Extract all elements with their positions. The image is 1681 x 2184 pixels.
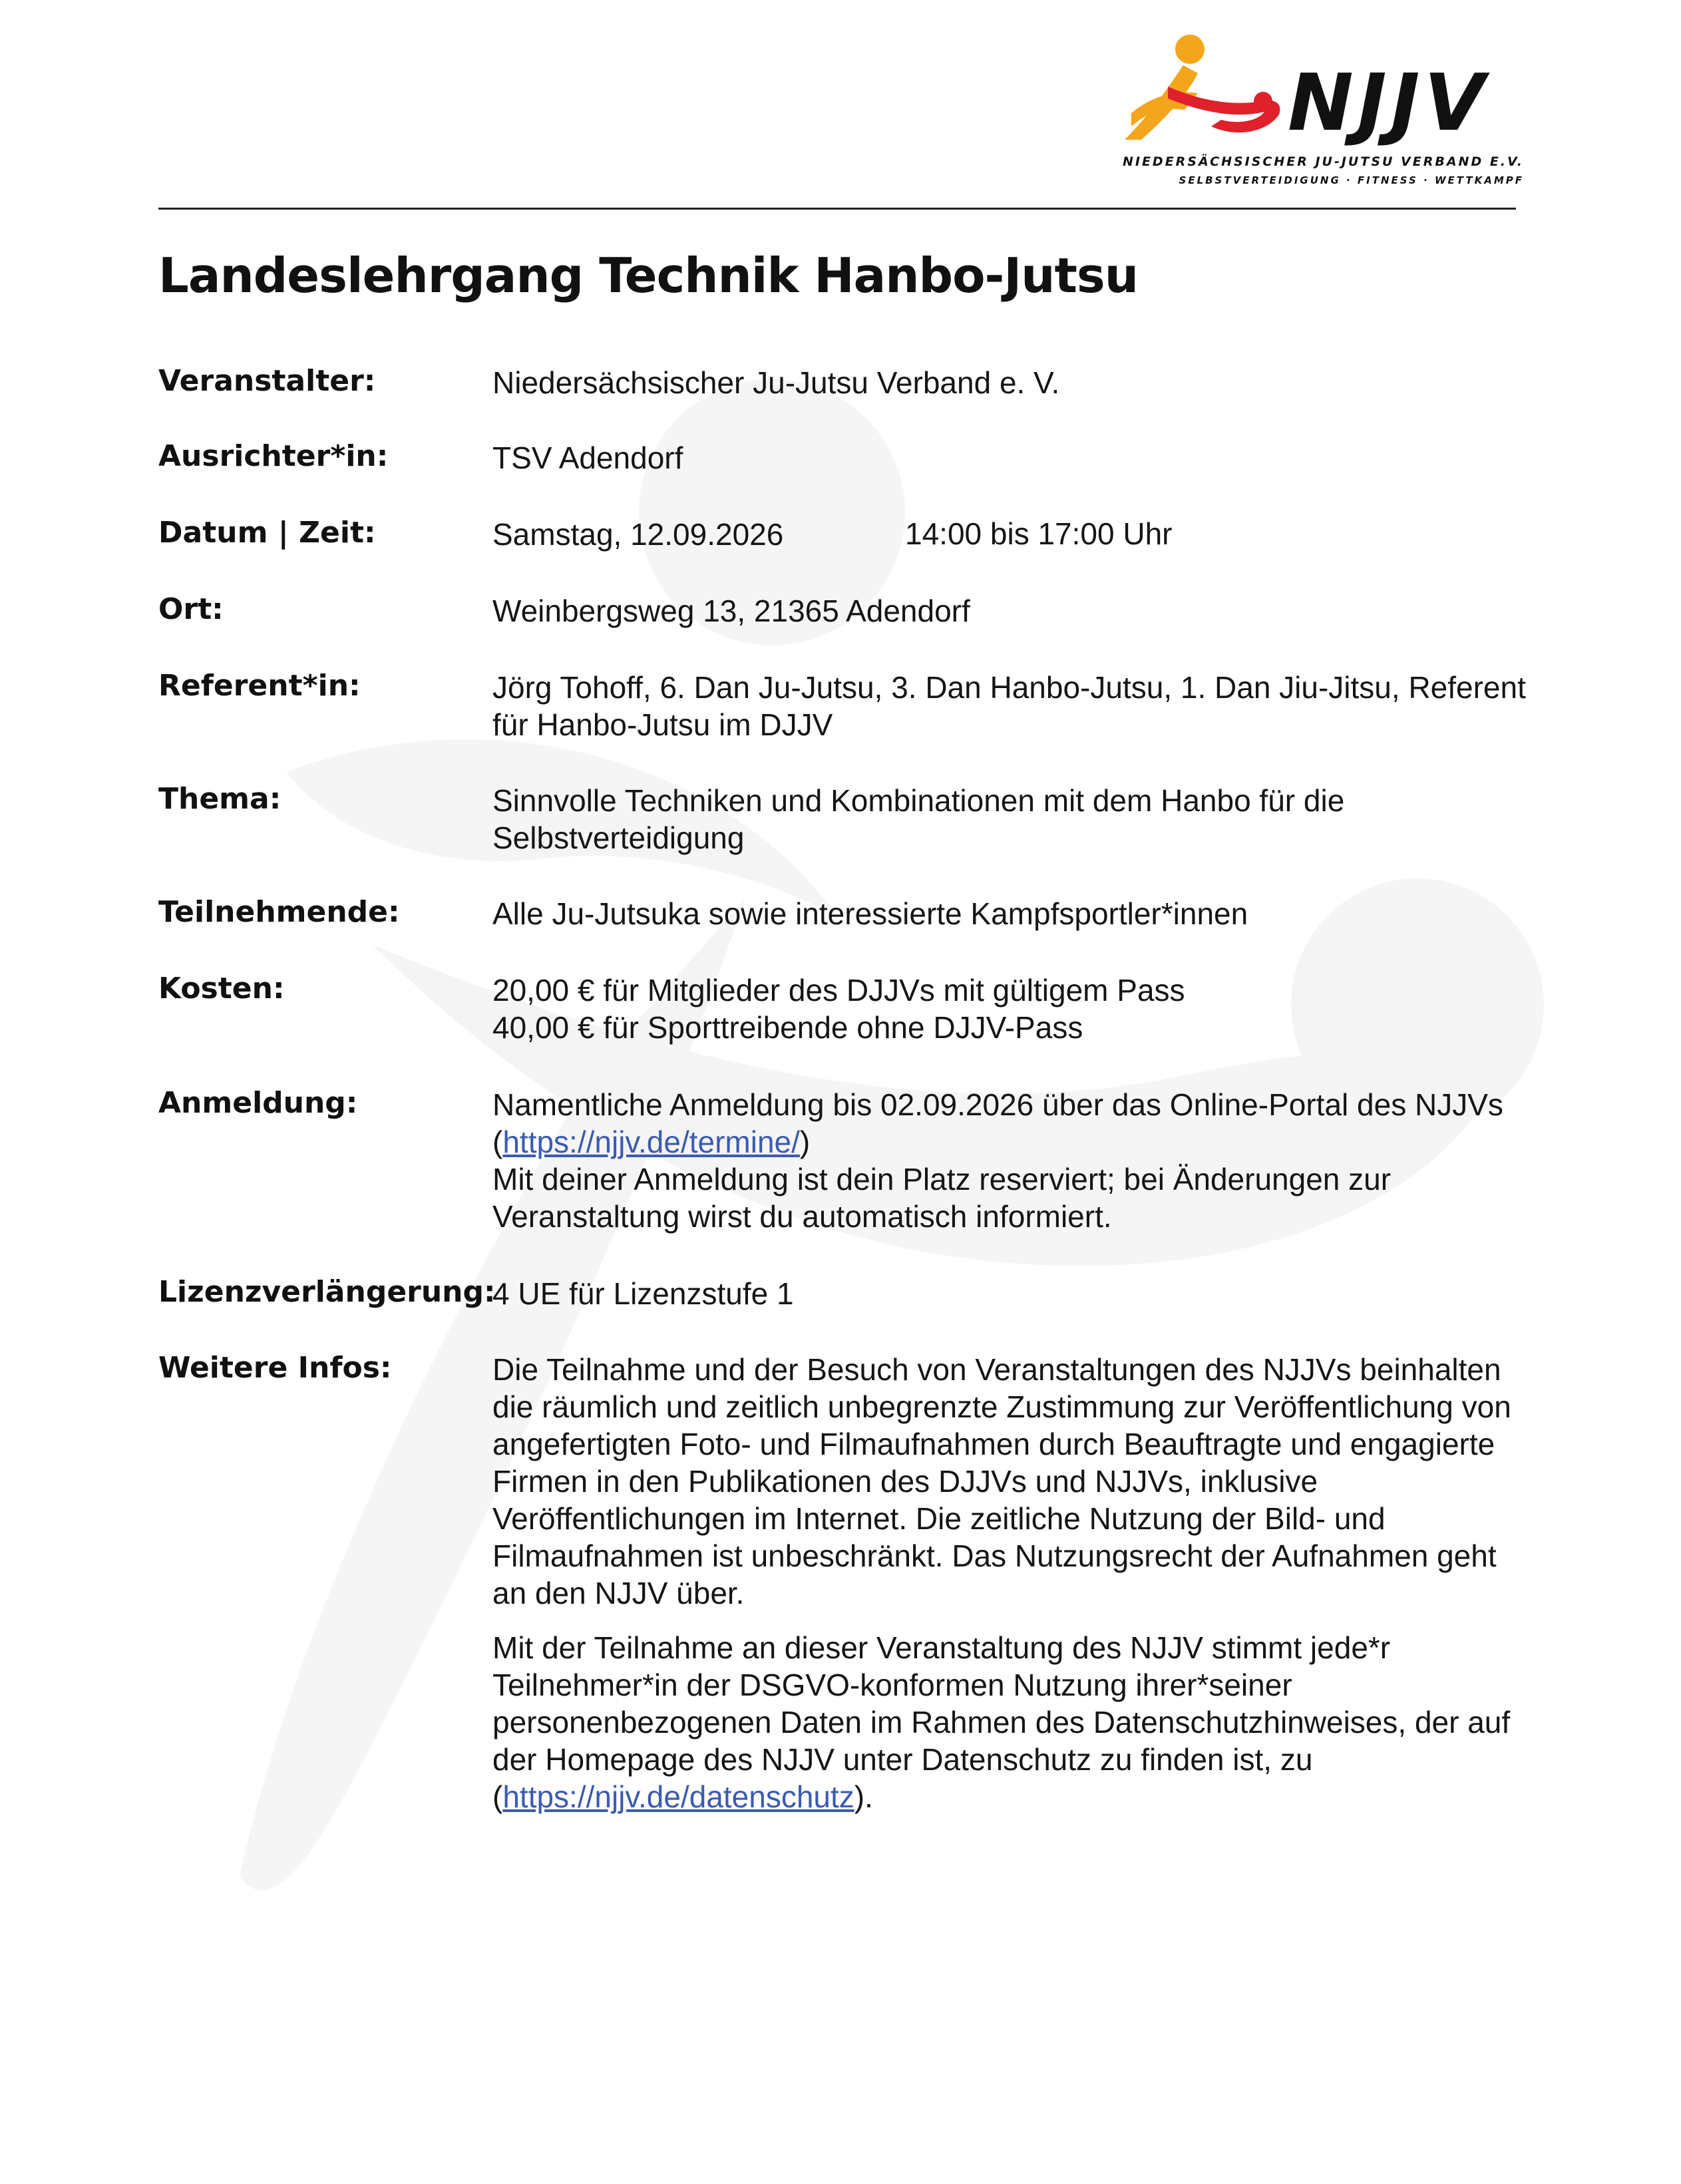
label-kosten: Kosten: <box>158 972 285 1005</box>
label-veranstalter: Veranstalter: <box>158 364 376 398</box>
org-tagline: SELBSTVERTEIDIGUNG · FITNESS · WETTKAMPF <box>1179 174 1524 186</box>
anmeldung-link-line: (https://njjv.de/termine/) <box>492 1125 811 1159</box>
value-teilnehmende: Alle Ju-Jutsuka sowie interessierte Kampfsportler*innen <box>492 896 1248 931</box>
label-referent: Referent*in: <box>158 669 361 703</box>
org-name: NIEDERSÄCHSISCHER JU-JUTSU VERBAND E.V. <box>1122 154 1524 169</box>
termine-link[interactable]: https://njjv.de/termine/ <box>502 1125 800 1159</box>
value-thema: Sinnvolle Techniken und Kombinationen mit dem Hanbo für die Selbstverteidigung <box>492 783 1345 855</box>
label-ausrichter: Ausrichter*in: <box>158 439 389 473</box>
logo-figure-icon <box>1105 27 1284 160</box>
value-veranstalter: Niedersächsischer Ju-Jutsu Verband e. V. <box>492 365 1060 400</box>
label-anmeldung: Anmeldung: <box>158 1086 358 1120</box>
header-divider <box>158 208 1516 210</box>
infos-paragraph-media: Die Teilnahme und der Besuch von Veranstaltungen des NJJVs beinhalten die räumlich und zeitlich unbegrenzte Zustimmung zur Veröffentlichung von angefertigten Foto- und Filmaufnahmen durch Beauftragte und engagierte Firmen in den Publikationen des DJJVs und NJJVs, inklusive Veröffentlichungen im Internet. Die zeitliche Nutzung der Bild- und Filmaufnahmen ist unbeschränkt. Das Nutzungsrecht der Aufnahmen geht an den NJJV über. <box>492 1352 1511 1610</box>
value-kosten <box>492 972 1531 1046</box>
infos-paragraph-privacy: Mit der Teilnahme an dieser Veranstaltung des NJJV stimmt jede*r Teilnehmer*in der DSGVO-konformen Nutzung ihrer*seiner personenbezogenen Daten im Rahmen des Datenschutzhinweises, der auf der Homepage des NJJV unter Datenschutz zu finden ist, zu (https://njjv.de/datenschutz). <box>492 1630 1511 1814</box>
value-infos <box>492 1351 1531 1815</box>
page-title: Landeslehrgang Technik Hanbo-Jutsu <box>158 248 1138 303</box>
label-teilnehmende: Teilnehmende: <box>158 895 400 929</box>
value-referent: Jörg Tohoff, 6. Dan Ju-Jutsu, 3. Dan Hanbo-Jutsu, 1. Dan Jiu-Jitsu, Referent für Hanbo-Jutsu im DJJV <box>492 670 1526 742</box>
kosten-line-guests: 40,00 € für Sporttreibende ohne DJJV-Pass <box>492 1010 1083 1045</box>
anmeldung-info: Mit deiner Anmeldung ist dein Platz reserviert; bei Änderungen zur Veranstaltung wirst du automatisch informiert. <box>492 1162 1392 1234</box>
datenschutz-link[interactable]: https://njjv.de/datenschutz <box>502 1779 854 1814</box>
value-anmeldung <box>492 1086 1531 1235</box>
value-date: Samstag, 12.09.2026 <box>492 517 784 552</box>
value-ort: Weinbergsweg 13, 21365 Adendorf <box>492 594 970 628</box>
label-ort: Ort: <box>158 592 224 626</box>
value-time: 14:00 bis 17:00 Uhr <box>905 516 1173 551</box>
label-thema: Thema: <box>158 782 281 816</box>
logo-text: NJJV <box>1288 57 1489 148</box>
kosten-line-members: 20,00 € für Mitglieder des DJJVs mit gültigem Pass <box>492 973 1185 1007</box>
value-ausrichter: TSV Adendorf <box>492 441 683 475</box>
label-datum: Datum | Zeit: <box>158 516 376 550</box>
anmeldung-deadline: Namentliche Anmeldung bis 02.09.2026 über das Online-Portal des NJJVs <box>492 1087 1503 1122</box>
value-lizenz: 4 UE für Lizenzstufe 1 <box>492 1276 794 1311</box>
label-infos: Weitere Infos: <box>158 1351 392 1385</box>
label-lizenz: Lizenzverlängerung: <box>158 1275 496 1309</box>
njjv-logo <box>1105 27 1531 193</box>
